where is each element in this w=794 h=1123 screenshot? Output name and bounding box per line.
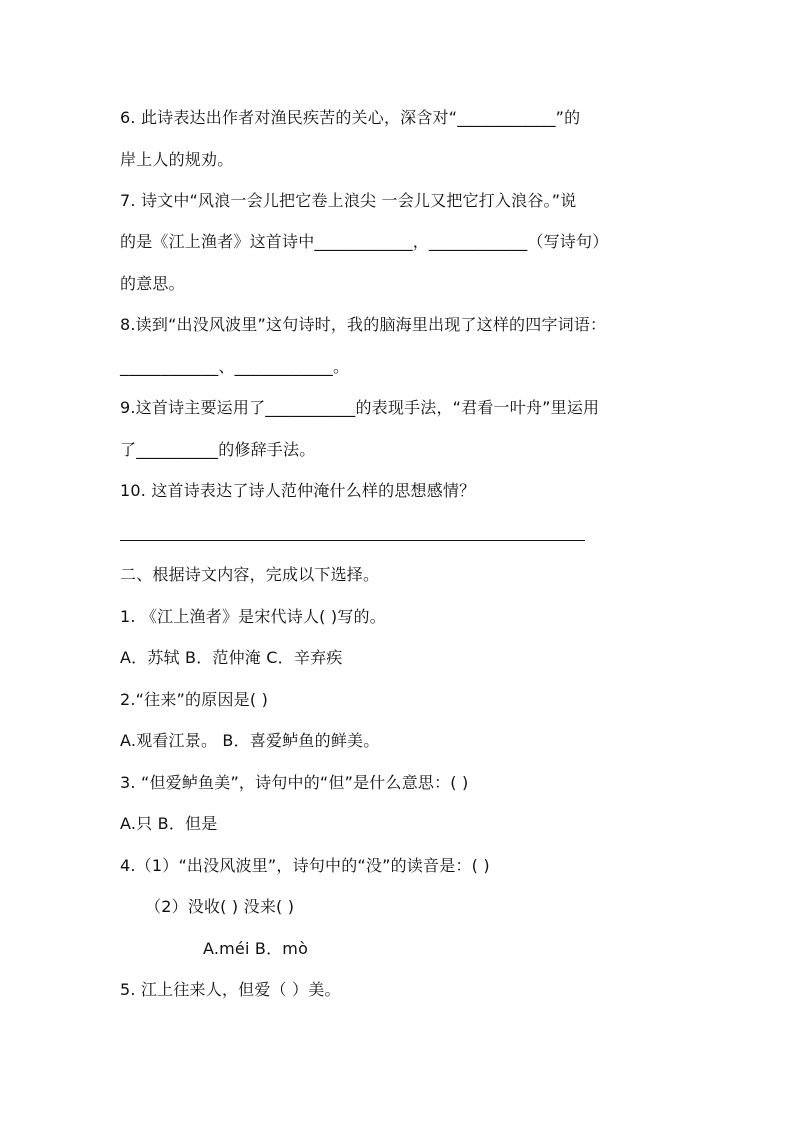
- choice-options-3: A.只 B．但是: [120, 814, 218, 833]
- question-8-line-1: 8.读到“出没风波里”这句诗时，我的脑海里出现了这样的四字词语：: [120, 315, 607, 334]
- question-8-line-2: ____________、____________。: [120, 357, 350, 376]
- choice-question-4-1: 4.（1）“出没风波里”，诗句中的“没”的读音是：( ): [120, 856, 490, 875]
- choice-question-5: 5. 江上往来人，但爱（ ）美。: [120, 980, 341, 999]
- question-7-line-2: 的是《江上渔者》这首诗中____________，____________（写诗句）: [120, 232, 609, 251]
- choice-options-4: A.méi B．mò: [203, 939, 309, 958]
- question-10-line: 10. 这首诗表达了诗人范仲淹什么样的思想感情？: [120, 481, 476, 500]
- choice-options-1: A．苏轼 B．范仲淹 C．辛弃疾: [120, 648, 343, 667]
- choice-options-2: A.观看江景。 B．喜爱鲈鱼的鲜美。: [120, 731, 380, 750]
- question-7-line-1: 7. 诗文中“风浪一会儿把它卷上浪尖 一会儿又把它打入浪谷。”说: [120, 191, 577, 210]
- question-6-line-1: 6. 此诗表达出作者对渔民疾苦的关心，深含对“____________”的: [120, 108, 581, 127]
- question-9-line-1: 9.这首诗主要运用了___________的表现手法，“君看一叶舟”里运用: [120, 398, 600, 417]
- choice-question-4-2: （2）没收( ) 没来( ): [145, 897, 295, 916]
- question-7-line-3: 的意思。: [120, 274, 185, 293]
- question-9-line-2: 了__________的修辞手法。: [120, 440, 316, 459]
- section-2-title: 二、根据诗文内容，完成以下选择。: [120, 565, 380, 584]
- choice-question-3: 3. “但爱鲈鱼美”，诗句中的“但”是什么意思：( ): [120, 773, 469, 792]
- question-6-line-2: 岸上人的规劝。: [120, 150, 234, 169]
- choice-question-1: 1. 《江上渔者》是宋代诗人( )写的。: [120, 607, 386, 626]
- choice-question-2: 2.“往来”的原因是( ): [120, 690, 269, 709]
- answer-blank-line: [120, 540, 585, 541]
